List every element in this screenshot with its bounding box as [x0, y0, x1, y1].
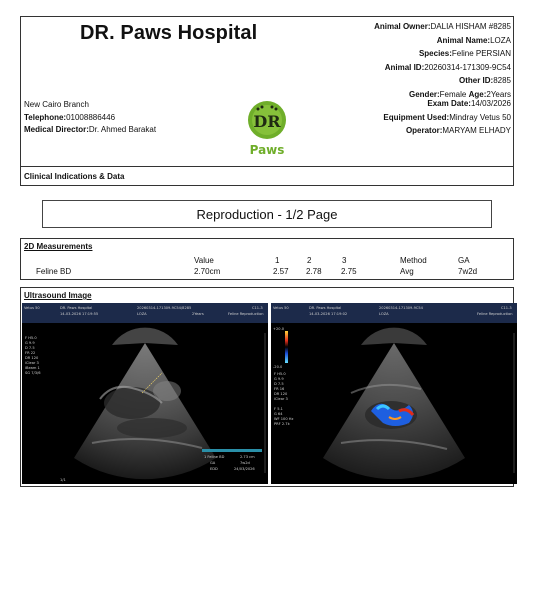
director-value: Dr. Ahmed Barakat	[88, 125, 157, 134]
left-meas-value3: 24/03/2026	[234, 467, 255, 471]
left-logo-text: Vetus 50	[24, 306, 40, 310]
operator-label: Operator:	[405, 126, 443, 135]
age-label: Age:	[468, 89, 487, 99]
left-params	[25, 336, 41, 375]
svg-text:DR 120: DR 120	[274, 392, 288, 396]
equipment-label: Equipment Used:	[383, 112, 450, 122]
header-ga: GA	[458, 256, 470, 265]
left-age: 2Years	[192, 312, 204, 316]
report-title-text: Reproduction - 1/2 Page	[196, 206, 338, 222]
left-meas-label3: EDD	[210, 467, 218, 471]
svg-text:F H5.0: F H5.0	[274, 372, 286, 376]
svg-text:iClear 3: iClear 3	[274, 397, 288, 401]
right-logo-text: Vetus 50	[273, 306, 289, 310]
director-label: Medical Director:	[24, 125, 89, 134]
other-id-value: 8285	[493, 76, 511, 85]
gender-value: Female	[439, 89, 467, 99]
owner-label: Animal Owner:	[374, 22, 431, 31]
row-name: Feline BD	[36, 267, 72, 276]
row-m2: 2.78	[306, 267, 322, 276]
svg-text:iBeam 1: iBeam 1	[25, 366, 40, 370]
row-ga: 7w2d	[458, 267, 478, 276]
right-scale-top: +20.0	[273, 327, 285, 331]
header-value: Value	[194, 256, 214, 265]
clinical-divider	[20, 166, 514, 167]
svg-text:F 5.1: F 5.1	[274, 407, 283, 411]
right-name: LOZA	[379, 312, 389, 316]
header-3: 3	[342, 256, 347, 265]
exam-date-label: Exam Date:	[427, 99, 471, 108]
left-probe: C11-3	[252, 306, 263, 310]
header-1: 1	[275, 256, 280, 265]
animal-info	[374, 20, 511, 101]
left-name: LOZA	[137, 312, 147, 316]
branch-name: New Cairo Branch	[24, 100, 89, 109]
other-id-label: Other ID:	[458, 76, 494, 85]
row-m3: 2.75	[341, 267, 357, 276]
logo-text-bottom: Paws	[249, 143, 285, 157]
species-value: Feline PERSIAN	[451, 49, 511, 58]
svg-text:G 64: G 64	[274, 412, 283, 416]
ultrasound-section	[20, 287, 514, 487]
svg-text:FR 16: FR 16	[274, 387, 285, 391]
telephone-label: Telephone:	[24, 112, 67, 122]
right-scale-bottom: -20.0	[273, 365, 283, 369]
svg-text:G 9.9: G 9.9	[274, 377, 284, 381]
logo-text-top: DR	[253, 112, 281, 131]
color-scale-bar	[285, 331, 288, 363]
svg-text:SG 7/3/6: SG 7/3/6	[25, 371, 41, 375]
gender-label: Gender:	[409, 89, 440, 99]
report-title	[42, 200, 492, 228]
species-label: Species:	[418, 49, 452, 58]
svg-text:G 9.9: G 9.9	[25, 341, 35, 345]
ultrasound-title: Ultrasound Image	[24, 291, 92, 300]
telephone-value: 01008886446	[66, 112, 116, 122]
ultrasound-image-left	[22, 303, 268, 484]
row-value: 2.70cm	[194, 267, 221, 276]
operator-value: MARYAM ELHADY	[442, 126, 511, 135]
owner-value: DALIA HISHAM #8285	[430, 22, 511, 31]
age-value: 2Years	[486, 89, 511, 99]
hospital-logo	[246, 100, 288, 160]
left-hospital: DR. Paws Hospital	[60, 306, 93, 310]
right-preset: Feline Reproduction	[477, 312, 513, 316]
measurements-title: 2D Measurements	[24, 242, 93, 251]
clinical-title: Clinical Indications & Data	[24, 172, 125, 181]
svg-text:iClear 3: iClear 3	[25, 361, 39, 365]
branch-info	[24, 99, 156, 137]
svg-text:FR 22: FR 22	[25, 351, 36, 355]
left-meas-label2: GA	[210, 461, 216, 465]
right-params	[274, 372, 293, 426]
left-meas-value1: 2.73 cm	[240, 455, 255, 459]
left-meas-value2: 7w2d	[240, 461, 250, 465]
left-preset: Feline Reproduction	[228, 312, 264, 316]
right-probe: C11-3	[501, 306, 512, 310]
left-meas-label1: 1 Feline BD	[204, 455, 225, 459]
exam-date-value: 14/03/2026	[470, 99, 511, 108]
right-hospital: DR. Paws Hospital	[309, 306, 342, 310]
left-id: 20260314-171309-9C54/8285	[137, 306, 192, 310]
hospital-name: DR. Paws Hospital	[80, 22, 258, 44]
animal-id-value: 20260314-171309-9C54	[424, 62, 511, 72]
svg-text:D 7.5: D 7.5	[274, 382, 284, 386]
row-m1: 2.57	[273, 267, 289, 276]
svg-text:D 7.5: D 7.5	[25, 346, 35, 350]
svg-text:DR 120: DR 120	[25, 356, 39, 360]
svg-text:F H5.0: F H5.0	[25, 336, 37, 340]
right-date: 14-03-2026 17:19:02	[309, 312, 348, 316]
svg-text:PRF 2.7k: PRF 2.7k	[274, 422, 290, 426]
header-2: 2	[307, 256, 312, 265]
left-date: 14-03-2026 17:19:55	[60, 312, 99, 316]
animal-id-label: Animal ID:	[384, 62, 425, 72]
equipment-value: Mindray Vetus 50	[449, 112, 511, 122]
exam-info	[383, 97, 511, 138]
svg-text:WF 100 Hz: WF 100 Hz	[274, 417, 294, 421]
right-id: 20260314-171309-9C54	[379, 306, 423, 310]
row-method: Avg	[400, 267, 414, 276]
animal-name-label: Animal Name:	[436, 35, 491, 45]
animal-name-value: LOZA	[490, 35, 511, 45]
measurements-section	[20, 238, 514, 280]
left-scale: 1/1	[60, 478, 66, 482]
header-method: Method	[400, 256, 427, 265]
ultrasound-image-right	[271, 303, 517, 484]
